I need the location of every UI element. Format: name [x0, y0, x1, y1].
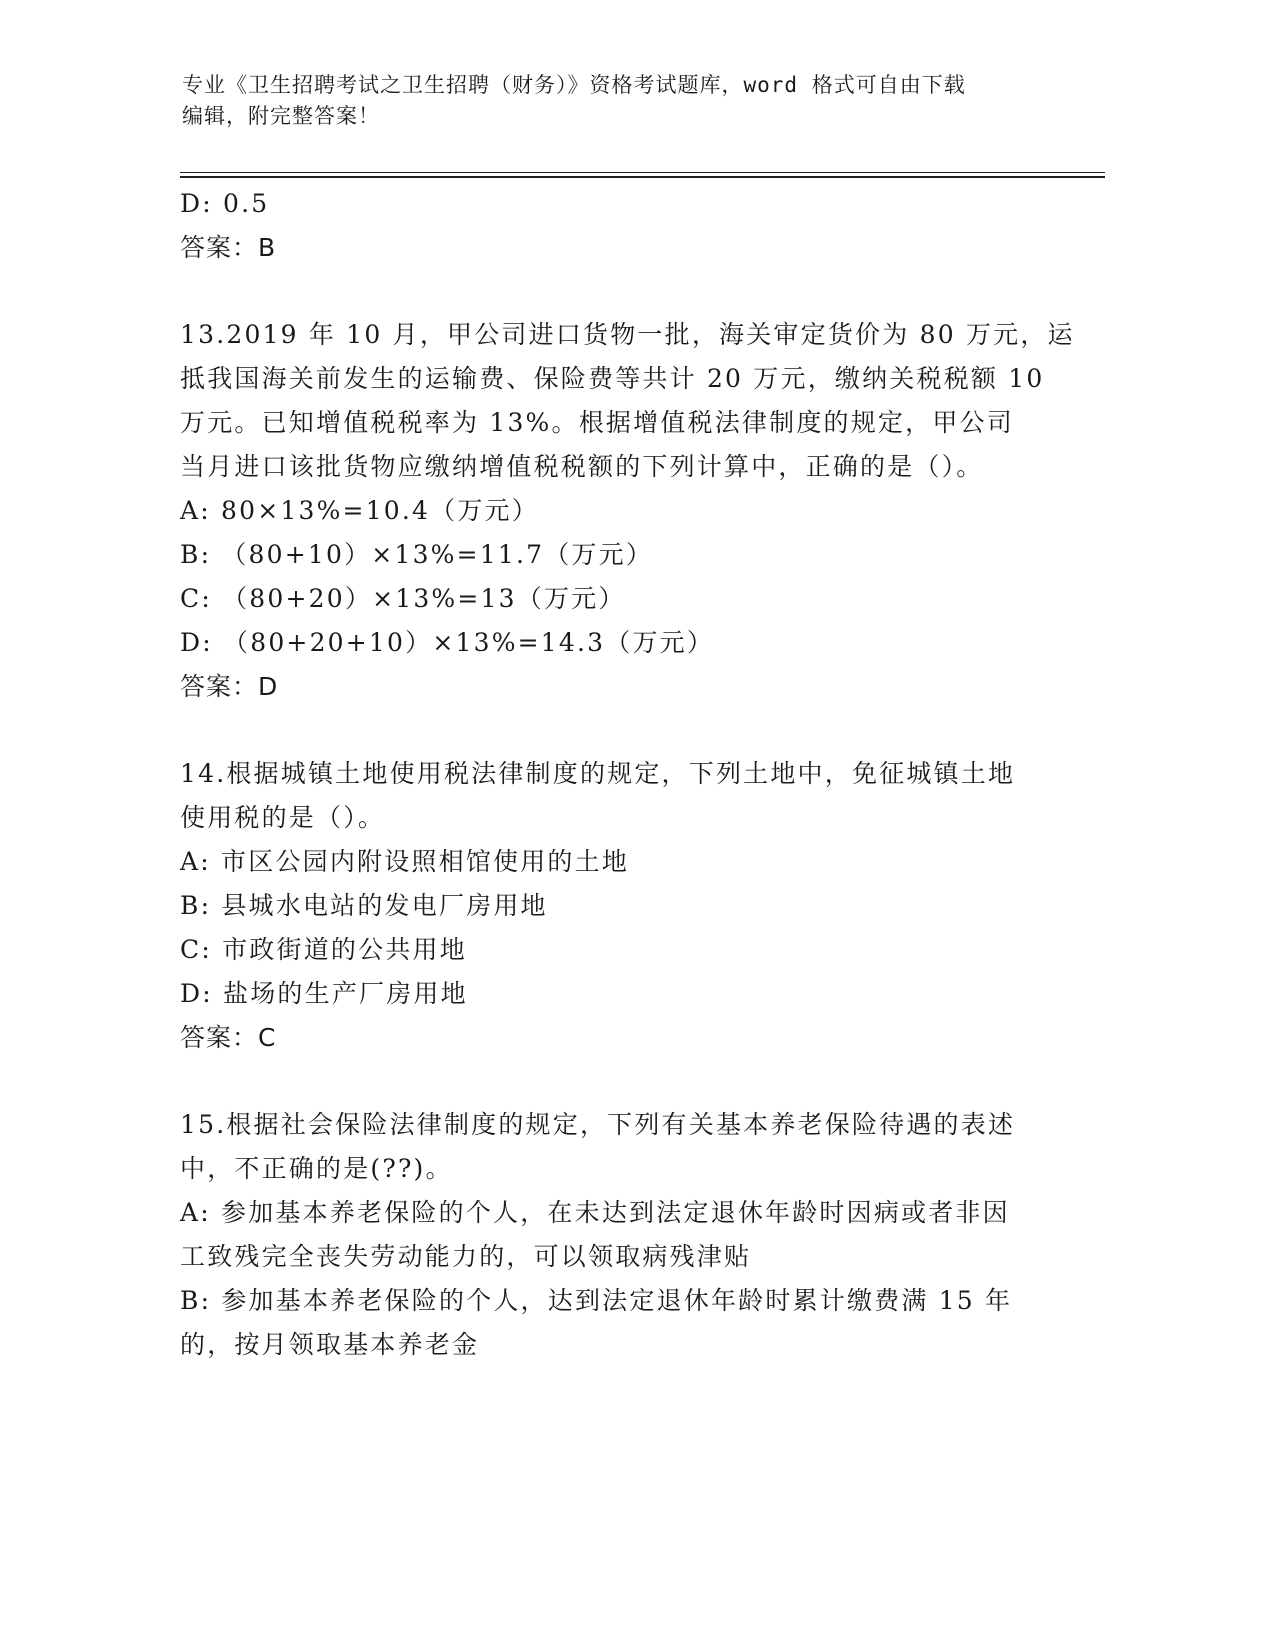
question-15 — [180, 1103, 1060, 1367]
option-b: B: 参加基本养老保险的个人，达到法定退休年龄时累计缴费满 15 年 — [180, 1286, 1013, 1315]
header-rule-thick — [180, 176, 1105, 178]
option-d: D: （80+20+10）×13%=14.3（万元） — [180, 628, 715, 657]
option-d: D: 0.5 — [180, 189, 270, 218]
header-rule-thin — [180, 172, 1105, 173]
question-14 — [180, 752, 1060, 1060]
document-body — [180, 182, 1075, 1367]
option-d: D: 盐场的生产厂房用地 — [180, 979, 468, 1008]
question-stem-line: 万元。已知增值税税率为 13%。根据增值税法律制度的规定，甲公司 — [180, 408, 1014, 437]
option-a-continued: 工致残完全丧失劳动能力的，可以领取病残津贴 — [180, 1242, 752, 1271]
question-stem-line: 15.根据社会保险法律制度的规定，下列有关基本养老保险待遇的表述 — [180, 1110, 1016, 1139]
question-stem-line: 14.根据城镇土地使用税法律制度的规定，下列土地中，免征城镇土地 — [180, 759, 1016, 788]
answer-line: 答案：C — [180, 1023, 277, 1052]
header-line-1: 专业《卫生招聘考试之卫生招聘（财务）》资格考试题库，word 格式可自由下载 — [182, 73, 966, 97]
question-13 — [180, 313, 1075, 709]
question-stem-line: 当月进口该批货物应缴纳增值税税额的下列计算中，正确的是（）。 — [180, 452, 984, 481]
previous-question-tail — [180, 182, 1060, 270]
option-a: A: 80×13%=10.4（万元） — [180, 496, 539, 525]
option-a: A: 市区公园内附设照相馆使用的土地 — [180, 847, 630, 876]
question-stem-line: 使用税的是（）。 — [180, 803, 386, 832]
answer-line: 答案：B — [180, 233, 277, 262]
option-b: B: （80+10）×13%=11.7（万元） — [180, 540, 654, 569]
answer-line: 答案：D — [180, 672, 279, 701]
spacer — [180, 709, 1060, 752]
option-c: C: （80+20）×13%=13（万元） — [180, 584, 626, 613]
spacer — [180, 270, 1060, 313]
header-line-2: 编辑，附完整答案！ — [182, 104, 380, 128]
option-b-continued: 的，按月领取基本养老金 — [180, 1330, 480, 1359]
spacer — [180, 1060, 1060, 1103]
option-a: A: 参加基本养老保险的个人，在未达到法定退休年龄时因病或者非因 — [180, 1198, 1010, 1227]
option-b: B: 县城水电站的发电厂房用地 — [180, 891, 548, 920]
option-c: C: 市政街道的公共用地 — [180, 935, 467, 964]
question-stem-line: 抵我国海关前发生的运输费、保险费等共计 20 万元，缴纳关税税额 10 — [180, 364, 1045, 393]
page-header — [182, 70, 1062, 132]
question-stem-line: 中，不正确的是(??)。 — [180, 1154, 453, 1183]
question-stem-line: 13.2019 年 10 月，甲公司进口货物一批，海关审定货价为 80 万元，运 — [180, 320, 1075, 349]
